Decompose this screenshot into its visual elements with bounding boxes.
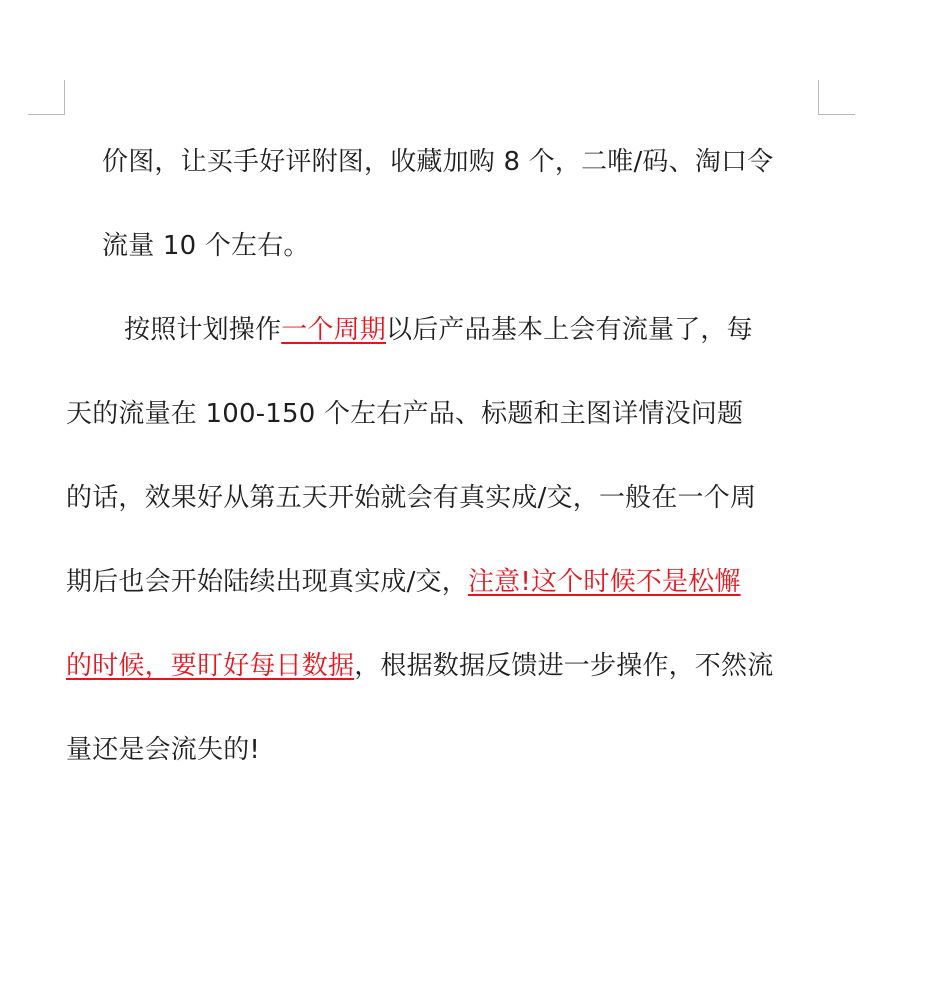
text-run: 量还是会流失的! <box>66 735 261 765</box>
text-line <box>66 456 826 540</box>
highlighted-text: 注意!这个时候不是松懈 <box>467 567 741 597</box>
text-line <box>66 540 826 624</box>
text-line <box>102 204 826 288</box>
text-run: 按照计划操作 <box>124 315 282 345</box>
text-run: 天的流量在 100-150 个左右产品、标题和主图详情没问题 <box>66 399 744 429</box>
text-line <box>66 372 826 456</box>
paragraph-1[interactable] <box>66 120 826 288</box>
crop-mark-top-left <box>28 80 65 115</box>
crop-mark-top-right <box>818 80 855 115</box>
text-run: 的话，效果好从第五天开始就会有真实成/交，一般在一个周 <box>66 483 757 513</box>
text-line <box>66 708 826 792</box>
text-line <box>66 288 826 372</box>
text-line <box>102 120 826 204</box>
highlighted-text: 一个周期 <box>281 315 387 345</box>
text-run: 期后也会开始陆续出现真实成/交， <box>66 567 468 597</box>
text-run: 以后产品基本上会有流量了，每 <box>386 315 753 345</box>
highlighted-text: 的时候，要盯好每日数据 <box>66 651 355 681</box>
text-run: ，根据数据反馈进一步操作，不然流 <box>354 651 774 681</box>
text-line <box>66 624 826 708</box>
text-run: 流量 10 个左右。 <box>102 231 310 261</box>
paragraph-2[interactable] <box>66 288 826 792</box>
document-body[interactable] <box>66 120 826 792</box>
text-run: 价图，让买手好评附图，收藏加购 8 个，二唯/码、淘口令 <box>102 147 774 177</box>
